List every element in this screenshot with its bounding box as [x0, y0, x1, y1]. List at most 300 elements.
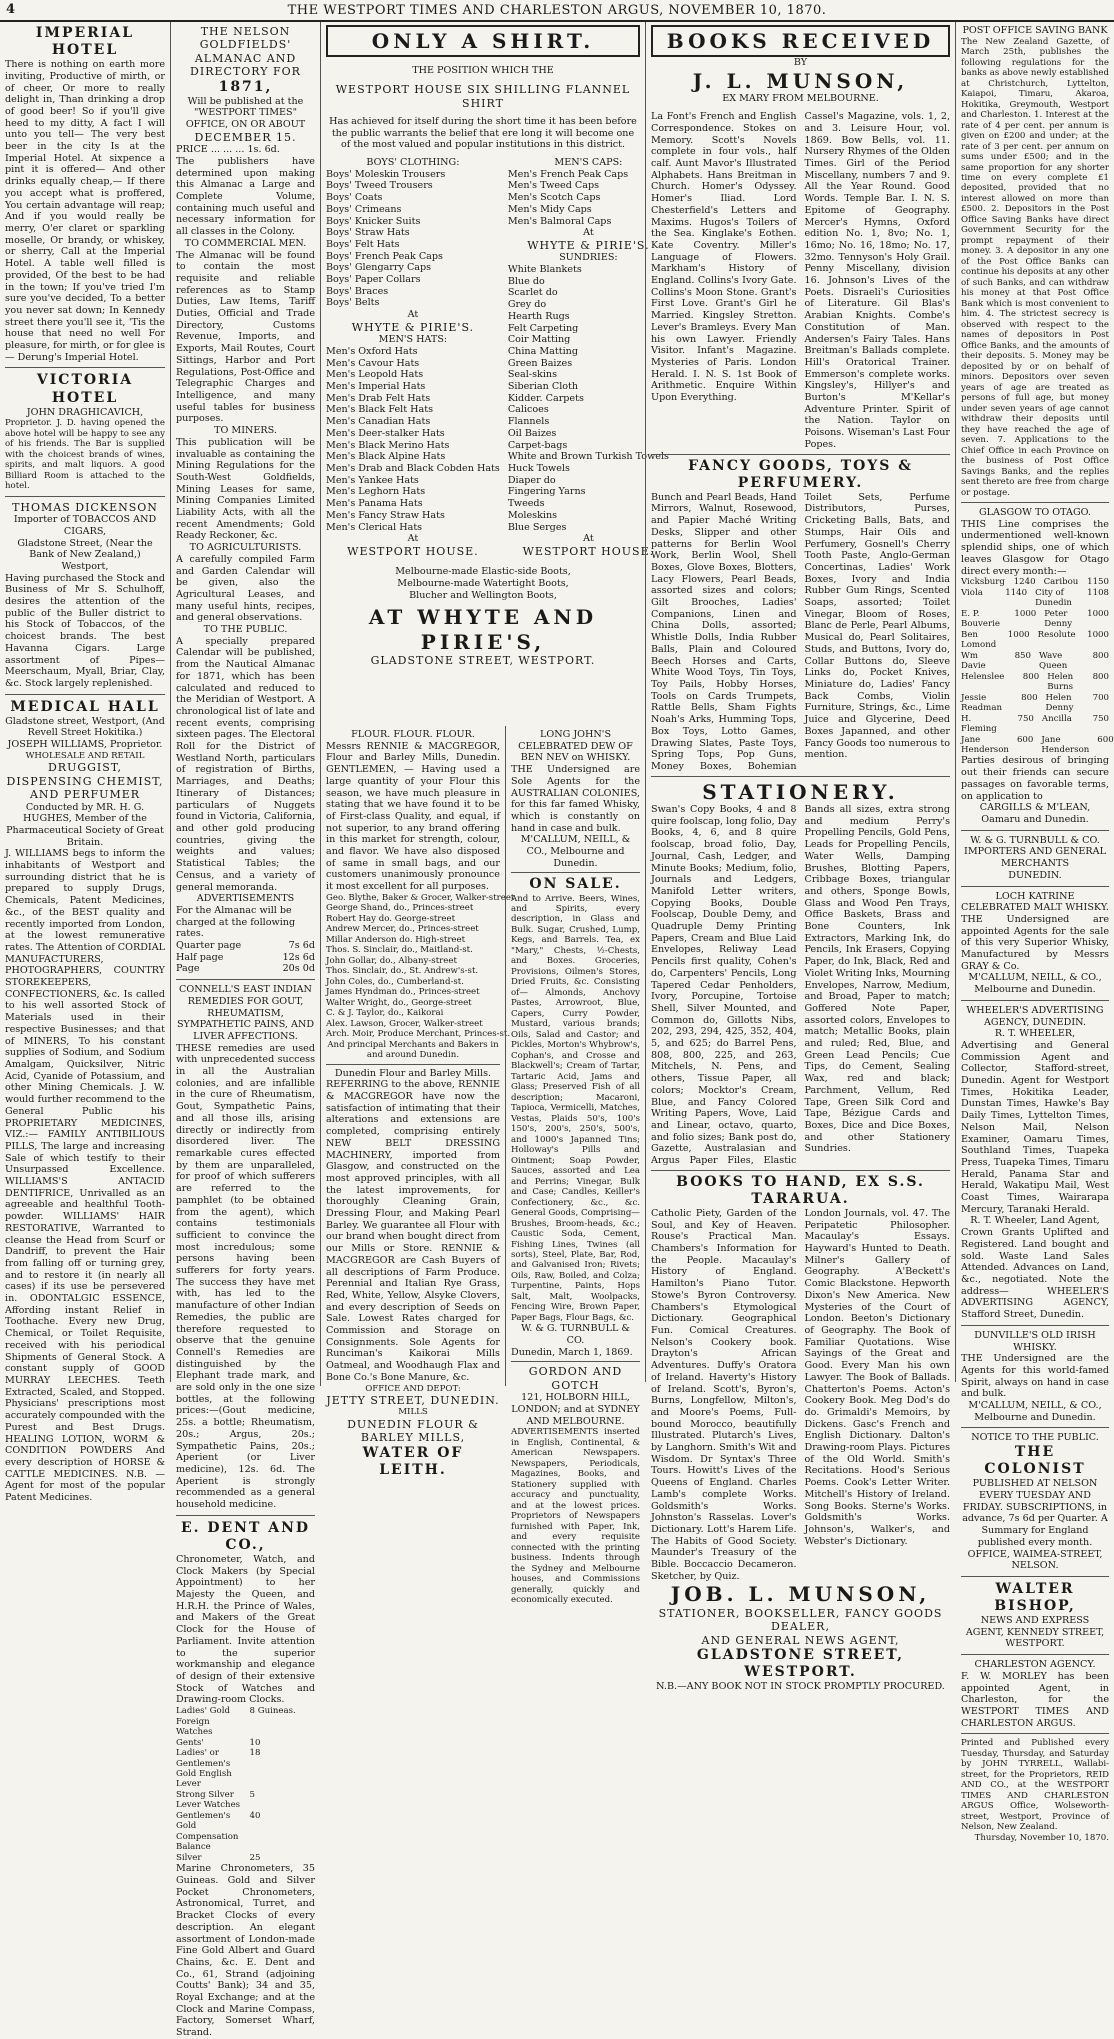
medical-hall-subtitle: WHOLESALE AND RETAIL [25, 750, 145, 761]
boys-item: Boys' Coats [326, 192, 383, 204]
wheeler-land: R. T. Wheeler, Land Agent, [970, 1215, 1100, 1227]
sundry-item: Calicoes [507, 404, 549, 416]
books-lists [651, 111, 950, 450]
at-word: At [583, 533, 594, 545]
gladstone-street: GLADSTONE STREET, WESTPORT. [370, 654, 596, 668]
sundry-item: White Blankets [507, 264, 582, 276]
sundry-item: Tweeds [507, 498, 545, 510]
boys-item: Boys' Braces [326, 285, 389, 297]
office-label: OFFICE AND DEPOT: [365, 1383, 461, 1394]
loch-katrine-ad [961, 891, 1109, 1001]
ship-cell: 750 [1017, 713, 1034, 724]
colonist-body: PUBLISHED AT NELSON EVERY TUESDAY AND FRIDAY. SUBSCRIPTIONS, in advance, 7s 6d per Quarter. A Summary for England published every month. OFFICE, WAIMEA-STREET, NELSON. [962, 1478, 1108, 1572]
imperial-hotel-poem: There is nothing on earth more inviting, Productive of mirth, or of cheer, Or more to really delight in, Than drinking a drop of good beer! So if you'll give heed to my ditty, A fact I will unto you tell— The very best beer in the city Is at the Imperial Hotel. At sixpence a pint it is offered— And other drinks equally cheap,— If there you accept what is proffered, You certain advantage will reap; And if you would really be merry, O'er claret or sparkling moselle, Or brandy, or whiskey, or sherry, Call at the Imperial Hotel. A table well filled is provided, Of the best to be had in the town; If you've tried I'm sure you've decided, To a better you never sat down; In Kennedy street there you'll see it, 'Tis the house that need no well For pleasure, for mirth, or for glee is— Derung's Imperial Hotel. [5, 59, 165, 363]
hat-item: Men's Black Merino Hats [326, 439, 450, 451]
stationery-banner: STATIONERY. [702, 779, 899, 804]
sundry-item: China Matting [507, 345, 578, 357]
rate-price: 12s 6d [282, 951, 315, 963]
price-row [176, 1811, 315, 1853]
medical-hall-body: J. WILLIAMS begs to inform the inhabitants of Westport and surrounding district that he is prepared to supply Drugs, Chemicals, Patent Medicines, &c., of the BEST quality and recently imported from London, at the lowest remunerative rates. The Attention of CORDIAL MANUFACTURERS, PHOTOGRAPHERS, COUNTRY STOREKEEPERS, CONFECTIONERS, &c. Is called to his well assorted Stock of Materials used in their respective Businesses; and that of MINERS, To his constant supplies of Sodium, and Sodium Amalgam, Quicksilver, Nitric Acid, Cyanide of Potassium, and other Mining Chemicals. J. W. would further recommend to the General Public his PROPRIETARY MEDICINES, VIZ.:— FAMILY ANTIBILIOUS PILLS, The large and increasing Sale of which testify to their Unsurpassed Excellence. WILLIAMS'S ANTACID DENTIFRICE, Unrivalled as an agreeable and healthful Tooth-powder. WILLIAMS' HAIR RESTORATIVE, Warranted to cleanse the Head from Scurf or Dandriff, to prevent the Hair from falling off or turning grey, and to restore it (in nearly all cases) if its use be persevered in. ODONTALGIC ESSENCE, Affording instant Relief in Toothache. Every new Drug, Chemical, or Toilet Requisite, received with his periodical Shipments of General Stock. A constant supply of GOOD MURRAY LEECHES. Teeth Extracted, Scaled, and Stopped. Physicians' prescriptions most accurately compounded with the Purest and Best Drugs. HEALING LOTION, WORM & CONDITION POWDERS And every description of HORSE & CATTLE MEDICINES. N.B. — Agent for most of the popular Patent Medicines. [5, 848, 166, 1504]
ship-cell: 1108 [1087, 587, 1110, 598]
sundry-item: Felt Carpeting [507, 322, 579, 334]
onsale-body: And to Arrive. Beers, Wines, and Spirits, every description, in Glass and Bulk. Sugar, Crushed, Lump, Kegs, and Barrels. Tea, ex "Mary," Chests, ½-Chests, and Boxes. Groceries, Provisions, Oilmen's Stores, Dried Fruits, &c. Consisting of— Almonds, Anchovy Pastes, Arrowroot, Blue, Capers, Curry Powder, Mustard, various brands; Oils, Salad and Castor; and Pickles, Morton's Whybrow's, Cophan's, and Crosse and Blackwell's; Cream of Tartar, Tartaric Acid, Jams and Glass; Preserved Fish of all description; Macaroni, Tapioca, Vermicelli, Matches, Vestas, Plaids 50's, 100's 150's, 200's, 250's, 500's, and 1000's Japanned Tins; Holloway's Pills and Ointment; Soap Powder, Sauces, assorted and Lea and Perrins; Vinegar, Bulk and Case; Candles, Keiller's Confectionery, &c., &c. General Goods, Comprising— Brushes, Broom-heads, &c.; Caustic Soda, Cement, Fishing Lines, Twines (all sorts), Steel, Plate, Bar, Rod, and Galvanised Iron; Rivets; Oils, Raw, Boiled, and Colza; Turpentine, Paints, Hops Salt, Malt, Woolpacks, Fencing Wire, Brown Paper, Paper Bags, Flour Bags, &c. [511, 893, 640, 1323]
almanac-ad [176, 25, 315, 980]
imprint: Printed and Published every Tuesday, Thursday, and Saturday by JOHN TYRRELL, Wallabi-street, for the Proprietors, REID AND CO., at the WESTPORT TIMES AND CHARLESTON ARGUS Office, Wolseworth-street, Westport, Province of Nelson, New Zealand. [961, 1738, 1109, 1833]
column-5 [955, 22, 1114, 1843]
ship-row [961, 630, 1109, 651]
hat-item: Men's Leopold Hats [326, 369, 424, 381]
hat-item: Men's Imperial Hats [326, 381, 426, 393]
ship-cell: City of Dunedin [1035, 587, 1072, 609]
ship-cell: 1000 [1007, 629, 1030, 640]
tararua-right: London Journals, vol. 47. The Peripatetic Philosopher. Macaulay's Essays. Hayward's Hunted to Death. Milner's Gallery of Geography. A'Beckett's Comic Blackstone. Hepworth Dixon's New America. New Mysteries of the Court of London. Beeton's Dictionary of Geography. The Book of Familiar Quotations. Wise Sayings of the Great and Good. Every Man his own Lawyer. The Book of Ballads. Chatterton's Poems. Acton's Cookery Book. Meg Dod's do do. Grimaldi's Memoirs, by Dickens. Gasc's French and English Dictionary. Dalton's Drawing-room Plays. Pictures of the Old World. Smith's Recitations. Hood's Serious Poems. Cook's Letter Writer. Mitchell's History of Ireland. Song Books. Sterne's Works. Goldsmith's Works. Johnson's, Walker's, and Webster's Dictionary. [804, 1207, 950, 1547]
colonist-title: THE COLONIST [984, 1444, 1086, 1478]
medical-hall-owner: JOSEPH WILLIAMS, Proprietor. [7, 739, 163, 751]
price-value: 8 Guineas. [249, 1706, 296, 1717]
almanac-title: THE NELSON GOLDFIELDS' ALMANAC AND DIRECTORY FOR [190, 25, 301, 79]
mills-name: DUNEDIN FLOUR & BARLEY MILLS, [347, 1417, 479, 1445]
sundry-item: Diaper do [507, 474, 556, 486]
ship-row [961, 734, 1114, 756]
ship-cell: Jane Henderson [961, 734, 1009, 755]
wg-sub: IMPORTERS AND GENERAL MERCHANTS [964, 846, 1106, 870]
tararua-left: Catholic Piety, Garden of the Soul, and Key of Heaven. Rouse's Practical Man. Chambers's Information for the People. Macaulay's History of England. Hamilton's Piano Tutor. Stowe's Byron Controversy. Chambers's Etymological Dictionary. Geographical Fun. Comical Creatures. Nelson's Cookery book. Drayton's African Adventures. Duffy's Oratora of Ireland. Haverty's History of Ireland. Scott's, Byron's, Burns, Longfellow, Milton's, and Moore's Poems, Full-bound Morocco, beautifully Illustrated. Plutarch's Lives, by Langhorn. Smith's Wit and Wisdom. Dr Syntax's Three Tours. Howitt's Lives of the Queens of England. Charles Lamb's complete Works. Goldsmith's Works. Johnston's Rasselas. Lover's Dictionary. Lott's Harem Life. The Habits of Good Society. Maunder's Treasury of the Bible. Boccaccio Decameron. Sketcher, by Quiz. [651, 1207, 797, 1582]
hat-item: Men's Yankee Hats [326, 474, 419, 486]
sundry-item: Scarlet do [507, 287, 558, 299]
ship-cell: 800 [1092, 650, 1109, 661]
boys-item: Boys' Straw Hats [326, 227, 410, 239]
advertisements-title: ADVERTISEMENTS [196, 893, 295, 905]
price-label: Ladies' Gold Foreign Watches [176, 1706, 230, 1738]
ship-cell: 800 [1022, 671, 1040, 682]
ship-cell: H. Fleming [961, 713, 997, 735]
loch-firm: M'CALLUM, NEILL, & CO., Melbourne and Dunedin. [968, 972, 1102, 996]
ship-cell: Resolute [1037, 629, 1076, 640]
mills-title: Dunedin Flour and Barley Mills. [334, 1067, 492, 1079]
price-value: 40 [249, 1810, 261, 1821]
agriculturists-title: TO AGRICULTURISTS. [189, 542, 302, 554]
gordon-title: GORDON AND GOTCH [528, 1365, 623, 1392]
books-right: Cassel's Magazine, vols. 1, 2, and 3. Leisure Hour, vol. 1869. Bow Bells, vol. 11. Nursery Rhymes of the Olden Times. Girl of the Period Miscellany, numbers 7 and 9. All the Year Round. Good Words. Temple Bar. I. N. S. Epitome of Geography. Mercer's Hymns, Oxford edition No. 1, 8vo; No. 1, 16mo; No. 16, 18mo; No. 17, 32mo. Tennyson's Holy Grail. Penny Miscellany, division 16. Johnson's Lives of the Poets. Disraeli's Curiosities of Literature. Gil Blas's Arabian Knights. Combe's Constitution of Man. Andersen's Fairy Tales. Hans Breitman's Ballads complete. Hill's Oratorical Trainer. Emmerson's complete works. Kingsley's, Hillyer's and Burton's M'Kellar's Adventure Printer. Spirit of the Nation. Taylor on Poisons. Wiseman's Last Four Popes. [804, 111, 950, 450]
gordon-body: ADVERTISEMENTS inserted in English, Continental, & American Newspapers. Newspapers, Periodicals, Magazines, Books, and Stationery supplied with accuracy and punctuality, and at the lowest prices. Proprietors of Newspapers furnished with Paper, Ink, and every requisite connected with the printing business. Indents through the Sydney and Melbourne houses, and Commissions generally, quickly and economically executed. [511, 1427, 640, 1606]
boys-item: Boys' Paper Collars [326, 274, 421, 286]
price-row [176, 1748, 315, 1790]
medical-hall-trade: DRUGGIST, DISPENSING CHEMIST, AND PERFUMER [6, 761, 164, 802]
newspaper-title: THE WESTPORT TIMES AND CHARLESTON ARGUS, NOVEMBER 10, 1870. [287, 2, 827, 18]
boys-item: Boys' French Peak Caps [326, 250, 443, 262]
sundry-item: Grey do [507, 299, 547, 311]
pobank-title: POST OFFICE SAVING BANK [962, 25, 1108, 36]
ship-cell: Helenslee [961, 671, 1005, 682]
store-name-a: WHYTE & PIRIE'S. [527, 238, 650, 252]
hat-item: Men's Deer-stalker Hats [326, 427, 445, 439]
wg-title: W. & G. TURNBULL & CO. [970, 834, 1100, 846]
cap-item: Men's Balmoral Caps [507, 215, 612, 227]
sundry-item: Kidder. Carpets [507, 392, 584, 404]
price-label: Gents' [176, 1737, 204, 1748]
sundry-item: Siberian Cloth [507, 381, 579, 393]
longjohn-title: LONG JOHN'S CELEBRATED DEW OF BEN NEV on WHISKY. [518, 729, 633, 764]
munson-name: J. L. MUNSON, [692, 69, 909, 94]
books-received-banner: BOOKS RECEIVED [651, 25, 950, 57]
victoria-hotel-body: Proprietor. J. D. having opened the above hotel will be happy to see any of his friends. The Bar is supplied with the choicest brands of wines, spirits, and malt liquors. A good Billiard Room is attached to the hotel. [5, 418, 165, 492]
glasgow-title: GLASGOW TO OTAGO. [979, 507, 1091, 519]
agriculturists-body: A carefully compiled Farm and Garden Calendar will be given, also the Agricultural Leases, and many useful hints, recipes, and general observations. [176, 553, 315, 624]
charleston-ad [961, 1659, 1109, 1734]
price-label: Ladies' or Gentlemen's Gold English Lever [176, 1748, 232, 1790]
medical-hall-address: Gladstone street, Westport, (And Revell Street Hokitika.) [5, 715, 165, 739]
sundry-item: Blue Serges [507, 521, 567, 533]
ship-cell: Peter Denny [1044, 608, 1073, 630]
ship-cell: Jessie Readman [961, 692, 1002, 714]
loch-body: THE Undersigned are appointed Agents for the sale of this very Superior Whisky, Manufactured by Messrs GRAY & Co. [961, 913, 1109, 972]
munson-nb: N.B.—ANY BOOK NOT IN STOCK PROMPTLY PROCURED. [656, 1681, 945, 1693]
cap-item: Men's Midy Caps [507, 203, 592, 215]
sundry-item: Oil Baizes [507, 427, 557, 439]
at-word: At [583, 227, 594, 239]
munson-big: JOB. L. MUNSON, [670, 1582, 931, 1607]
price-label: Silver [176, 1852, 202, 1863]
hat-item: Men's Cavour Hats [326, 357, 420, 369]
shirt-headline: WESTPORT HOUSE SIX SHILLING FLANNEL SHIRT [335, 83, 631, 110]
ship-cell: 700 [1092, 692, 1110, 703]
ship-cell: 600 [1016, 734, 1034, 745]
only-a-shirt-banner: ONLY A SHIRT. [326, 25, 640, 57]
signer-item: Thos. S. Sinclair, do., Maitland-st. [326, 945, 473, 956]
dunville-body: THE Undersigned are the Agents for this world-famed Spirit, always on hand in case and bulk. [961, 1353, 1109, 1400]
almanac-body: The publishers have determined upon making this Almanac a Large and Complete Volume, containing much useful and necessary information for all classes in the Colony. [176, 155, 315, 238]
commercial-body: The Almanac will be found to contain the most requisite and reliable references as to Stamp Duties, Law Items, Tariff Duties, Official and Trade Directory, Customs Revenue, Imports, and Exports, Mail Routes, Court Sittings, Harbor and Port Regulations, Post-Office and Telegraphic Charges and Intelligence, and many useful tables for business purposes. [176, 249, 315, 425]
price-row [176, 1790, 315, 1811]
hat-item: Men's Canadian Hats [326, 416, 431, 428]
ship-cell: Helen Denny [1045, 692, 1074, 714]
cap-item: Men's Scotch Caps [507, 192, 601, 204]
cap-item: Men's Tweed Caps [507, 180, 600, 192]
left-list [326, 157, 500, 558]
store-name-a: WHYTE & PIRIE'S. [351, 320, 475, 334]
turnbull-date: Dunedin, March 1, 1869. [511, 1346, 633, 1358]
hat-item: Men's Clerical Hats [326, 521, 423, 533]
dunville-ad [961, 1330, 1109, 1429]
gordon-address: 121, HOLBORN HILL, LONDON; and at SYDNEY AND MELBOURNE. [511, 1392, 640, 1427]
store-name-b: WESTPORT HOUSE. [522, 544, 655, 558]
sundry-item: White and Brown Turkish Towels [507, 451, 669, 463]
boys-item: Boys' Belts [326, 297, 380, 309]
signer-item: Alex. Lawson, Grocer, Walker-street [326, 1018, 483, 1029]
glasgow-footer: Parties desirous of bringing out their friends can secure passages on favorable terms, on application to [961, 755, 1109, 802]
loch-title: LOCH KATRINE CELEBRATED MALT WHISKY. [961, 890, 1109, 914]
ship-cell: 1000 [1014, 608, 1037, 619]
ship-cell: 850 [1014, 650, 1031, 661]
ship-row [961, 672, 1109, 693]
medical-hall-ad [5, 699, 165, 1504]
price-row [176, 1853, 315, 1863]
signer-item: John Coles, do., Cumberland-st. [326, 976, 464, 987]
ship-cell: Wm Davie [961, 650, 986, 672]
position-line: THE POSITION WHICH THE [412, 65, 554, 77]
price-row [176, 1738, 315, 1748]
hat-item: Men's Black Felt Hats [326, 404, 434, 416]
ship-row [961, 609, 1109, 630]
sundry-item: Huck Towels [507, 463, 570, 474]
column-3-bottom-left [320, 726, 515, 1478]
boots-line: Melbourne-made Watertight Boots, [397, 578, 569, 590]
ship-cell: Wave Queen [1039, 650, 1068, 672]
column-1 [0, 22, 170, 1504]
signer-item: James Hyndman do., Princes-street [326, 987, 480, 998]
dent-body: Chronometer, Watch, and Clock Makers (by Special Appointment) to her Majesty the Queen, and H.R.H. the Prince of Wales, and Makers of the Great Clock for the House of Parliament. Invite attention to the superior workmanship and elegance of design of their extensive Stock of Watches and Drawing-room Clocks. [176, 1553, 315, 1706]
signer-item: Walter Wright, do., George-street [326, 997, 472, 1008]
dent-title: E. DENT AND CO., [180, 1519, 311, 1553]
ship-row [961, 651, 1109, 672]
rate-row [176, 940, 315, 952]
signer-item: Robert Hay do. George-street [326, 913, 456, 924]
public-body: A specially prepared Calendar will be published, from the Nautical Almanac for 1871, which has been calculated and reduced to the Meridian of Westport. A chronological list of late and recent events, comprising sixteen pages. The Electoral Roll for the District of Westland North, particulars of registration of Births, Marriages, and Deaths; Itinerary of Distances; particulars of Nuggets found in Victoria, California, and other gold producing countries, giving the weights and values; Statistical Tables; the Census, and a variety of general memoranda. [176, 635, 315, 893]
wheeler-land-body: Crown Grants Uplifted and Registered. Land bought and sold. Waste Land Sales Attended. Advances on Land, &c., negotiated. Note the address— WHEELER'S ADVERTISING AGENCY, Stafford Street, Dunedin. [961, 1227, 1109, 1321]
column-3-bottom-right [505, 726, 645, 1606]
hat-item: Men's Drab Felt Hats [326, 392, 431, 404]
signer-item: C. & J. Taylor, do., Kaikorai [326, 1008, 444, 1019]
rate-label: Page [176, 963, 200, 975]
boys-list [326, 169, 500, 309]
colonist-ad [961, 1432, 1109, 1576]
dickenson-subtitle: Importer of TOBACCOS AND CIGARS, [13, 514, 157, 537]
mens-caps-title: MEN'S CAPS: [554, 157, 623, 169]
dickenson-body: Having purchased the Stock and Business of Mr S. Schulhoff, desires the attention of the public of the Buller district to his Stock of Tobaccos, of the choicest brands. The best Havanna Cigars. Large assortment of Pipes—Meerschaum, Myall, Briar, Clay, &c. Stock largely replenished. [5, 572, 165, 689]
wheeler-name: R. T. WHEELER, [994, 1028, 1076, 1040]
ship-cell: 800 [1021, 692, 1038, 703]
clothing-lists [326, 157, 669, 558]
public-title: TO THE PUBLIC. [203, 624, 288, 636]
dickenson-title: THOMAS DICKENSON [12, 500, 158, 514]
boys-item: Boys' Knicker Suits [326, 215, 421, 227]
wheeler-body: Advertising and General Commission Agent and Collector, Stafford-street, Dunedin. Agent for Westport Times, Hokitika Leader, Dunstan Times, Hawke's Bay Daily Times, Lyttelton Times, Nelson Mail, Nelson Examiner, Oamaru Times, Southland Times, Tuapeka Press, Tuapeka Times, Timaru Herald, Panama Star and Herald, Wakatipu Mail, West Coast Times, Wairarapa Mercury, Taranaki Herald. [961, 1039, 1109, 1215]
mens-hats-title: MEN'S HATS: [378, 334, 448, 346]
price-label: Gentlemen's Gold Compensation Balance [176, 1810, 239, 1853]
ship-cell: Helen Burns [1047, 671, 1074, 693]
price-value: 18 [249, 1748, 261, 1759]
connell-body: THESE remedies are used with unprecedented success in all the Australian colonies, and are infallible in the cure of Rheumatism, Gout, Sympathetic Pains, and all those ills, arising directly or indirectly from disordered liver. The remarkable cures effected by them are unparalleled, for proof of which sufferers are referred to the pamphlet (to be obtained from the agent), which contains testimonials sufficient to convince the most incredulous; some persons having been sufferers for forty years. The success they have met with, has led to the manufacture of other Indian Remedies, the public are therefore requested to observe that the genuine Connell's Remedies are distinguished by the Elephant trade mark, and are sold only in the one size bottles, at the following prices:—(Gout medicine, 25s. a bottle; Rheumatism, 20s.; Argus, 20s.; Sympathetic Pains, 20s.; Aperient (or Liver medicine), 12s. 6d. The Aperient is strongly recommended as a general household medicine. [176, 1042, 315, 1511]
bishop-body: NEWS AND EXPRESS AGENT, KENNEDY STREET, WESTPORT. [965, 1615, 1105, 1650]
sundry-item: Hearth Rugs [507, 310, 570, 322]
ship-cell: Viola [961, 587, 983, 598]
rate-label: Quarter page [176, 940, 242, 952]
victoria-hotel-title: VICTORIA HOTEL [36, 372, 134, 406]
victoria-hotel-owner: JOHN DRAGHICAVICH, [26, 406, 144, 418]
price-value: 5 [249, 1789, 255, 1800]
dunville-title: DUNVILLE'S OLD IRISH WHISKY. [974, 1329, 1096, 1353]
bishop-title: WALTER BISHOP, [994, 1580, 1076, 1614]
pobank-body: The New Zealand Gazette, of March 25th, publishes the following regulations for the banks as above newly established at Christchurch, Lyttelton, Kaiapoi, Timaru, Akaroa, Hokitika, Greymouth, Westport and Charleston. 1. Interest at the rate of 4 per cent. per annum is given on £200 and under; at the rate of 3 per cent. per annum on sums under £500; and in the same proportion for any shorter time on every complete £1 deposited, provided that no interest allowed on more than £500. 2. Depositors in the Post Office Saving Banks have direct Government Security for the prompt repayment of their money. 3. A depositor in any one of the Post Office Banks can continue his deposits at any other of such Banks, and can withdraw his money at that Post Office Bank which is most convenient to him. 4. The strictest secrecy is observed with respect to the names of depositors in Post Office Banks, and the amounts of their deposits. 5. Money may be deposited by or on behalf of minors. Depositors over seven years of age are treated as persons of full age, but money under seven years of age cannot withdraw their deposits until they have reached the age of seven. 7. Applications to the Chief Office in each Province on the business of Post Office Savings Banks, and the replies sent thereto are free from charge or postage. [961, 36, 1109, 498]
almanac-date: DECEMBER 15. [194, 130, 297, 144]
signer-item: George Shand, do., Princes-street [326, 903, 474, 914]
page-number: 4 [6, 2, 16, 17]
hat-item: Men's Fancy Straw Hats [326, 509, 445, 521]
ship-cell: 1150 [1087, 577, 1109, 588]
tararua-lists [651, 1208, 950, 1583]
flour-signers [326, 892, 515, 1040]
sundry-item: Fingering Yarns [507, 486, 586, 498]
fancy-goods-body: Bunch and Pearl Beads, Hand Mirrors, Walnut, Rosewood, and Papier Maché Writing Desks, Slipper and other patterns for Berlin Wool Work, Berlin Wool, Shell Boxes, Glove Boxes, Blotters, Lacy Flowers, Pearl Beads, assorted sizes and colors; Gilt Brooches, Ladies' Companions, Linen and China Dolls, assorted; Whistle Dolls, India Rubber Balls, Plain and Coloured Beech Horses and Carts, White Wood Toys, Tin Toys, Toy Pails, Hobby Horses, Tools on Cards Trumpets, Rattle Bells, Sham Fights Noah's Arks, Humming Tops, Box Toys, Lotto Games, Drawing Slates, Paste Toys, Spring Tops, Pop Guns, Money Boxes, Bohemian Toilet Sets, Perfume Distributors, Purses, Cricketing Balls, Bats, and Stumps, Hair Oils and Perfumery, Gosnell's Cherry Tooth Paste, Anglo-German Concertinas, Ladies' Work Boxes, Ivory and India Rubber Gum Rings, Scented Soaps, assorted; Toilet Vinegar, Bloom of Roses, Blanc de Perle, Pearl Albums, Musical do, Pearl Solitaires, Studs, and Buttons, Ivory do, Collar Buttons do, Sleeve Links do, Pocket Knives, Miniature do, Ladies' Fancy Back Combs, Violin Furniture, Strings, &c., Lime Juice and Glycerine, Deed Boxes Japanned, and other Fancy Goods too numerous to mention. [651, 491, 950, 772]
miners-title: TO MINERS. [214, 425, 277, 437]
ship-cell: 600 [1097, 734, 1114, 745]
ship-cell: 800 [1092, 671, 1109, 682]
boys-item: Boys' Glengarry Caps [326, 262, 432, 274]
connell-ad [176, 984, 315, 1516]
hat-item: Men's Panama Hats [326, 498, 423, 510]
imperial-hotel-ad [5, 25, 165, 368]
turnbull-ad [961, 835, 1109, 887]
flour-title: FLOUR. FLOUR. FLOUR. [351, 729, 475, 740]
ships-table [961, 577, 1114, 755]
wheeler-title: WHEELER'S ADVERTISING AGENCY, DUNEDIN. [966, 1004, 1104, 1028]
onsale-title: ON SALE. [529, 876, 622, 893]
dickenson-ad [5, 501, 165, 695]
boys-item: Boys' Crimeans [326, 203, 402, 215]
ship-row [961, 577, 1109, 587]
pobank-ad [961, 25, 1109, 503]
victoria-hotel-ad [5, 372, 165, 496]
munson-trade: STATIONER, BOOKSELLER, FANCY GOODS DEALER, [658, 1606, 943, 1634]
ship-cell: Ancilla [1041, 713, 1072, 724]
rates-list [176, 940, 315, 975]
hat-item: Men's Leghorn Hats [326, 486, 426, 498]
at-word: At [407, 533, 419, 545]
boys-item: Boys' Felt Hats [326, 238, 400, 250]
longjohn-firm: M'CALLUM, NEILL, & CO., Melbourne and Dunedin. [520, 834, 631, 869]
sundry-item: Flannels [507, 416, 550, 428]
ship-cell: 1000 [1087, 629, 1109, 640]
boys-item: Boys' Moleskin Trousers [326, 168, 446, 180]
dunville-firm: M'CALLUM, NEILL, & CO., Melbourne and Dunedin. [968, 1400, 1102, 1423]
ship-cell: 750 [1092, 713, 1110, 724]
water-of-leith: WATER OF LEITH. [362, 1444, 464, 1478]
sundry-item: Green Baizes [507, 357, 573, 369]
ship-cell: 1140 [1005, 587, 1028, 598]
notice-title: NOTICE TO THE PUBLIC. [971, 1432, 1099, 1444]
signer-item: Geo. Blythe, Baker & Grocer, Walker-street [326, 892, 515, 903]
dent-prices [176, 1706, 315, 1863]
books-left: La Font's French and English Correspondence. Stokes on Memory. Scott's Novels complete in four vols., half calf. Aunt Mavor's Illustrated Alphabets. Hans Breitman in Church. Homer's Odyssey. Homer's Iliad. Lord Chesterfield's Letters and Maxims. Hugos's Toilers of the Sea. Kinglake's Eothen. Kate Coventry. Miller's Language of Flowers. Markham's History of England. Collins's Ivory Gate. Collins's Moon Stone. Grant's First Love. Grant's Girl he Married. Kingsley Stretton. Lever's Bramleys. Every Man his own Lawyer. Friendly Visitor. Infant's Magazine. Mysteries of Paris. London Herald. I. N. S. 1st Book of Arithmetic. Enquire Within Upon Everything. [651, 111, 797, 404]
dickenson-address: Gladstone Street, (Near the Bank of New Zealand,) Westport, [17, 537, 153, 572]
store-name-b: WESTPORT HOUSE. [347, 544, 479, 558]
imprint-date: Thursday, November 10, 1870. [974, 1832, 1109, 1843]
column-3-top [320, 22, 669, 726]
ship-row [961, 714, 1109, 735]
signer-item: John Gollar, do., Albany-street [326, 955, 457, 966]
tararua-banner: BOOKS TO HAND, EX S.S. TARARUA. [676, 1173, 925, 1207]
whyte-pirie-big: AT WHYTE AND PIRIE'S, [368, 605, 598, 654]
boots-line: Blucher and Wellington Boots, [409, 589, 557, 601]
at-word: At [407, 309, 419, 321]
munson-street: GLADSTONE STREET, WESTPORT. [696, 1647, 905, 1681]
by-label: BY [793, 57, 808, 69]
masthead [0, 0, 1114, 22]
boys-item: Boys' Tweed Trousers [326, 180, 433, 192]
ship-cell: E. P. Bouverie [961, 608, 1000, 630]
rate-label: Half page [176, 951, 224, 963]
hat-item: Men's Oxford Hats [326, 345, 418, 357]
column-2 [170, 22, 320, 2039]
price-value: 10 [249, 1737, 261, 1748]
ship-row [961, 588, 1109, 609]
miners-body: This publication will be invaluable as containing the Mining Regulations for the South-West Goldfields, Mining Leases for same, Mining Companies Limited Liability Acts, with all the recent Amendments; Gold Ready Reckoner, &c. [176, 436, 315, 542]
glasgow-body: THIS Line comprises the undermentioned well-known splendid ships, one of which leaves Glasgow for Otago direct every month:— [961, 518, 1109, 577]
munson-agent: AND GENERAL NEWS AGENT, [701, 1633, 900, 1647]
advertisements-intro: For the Almanac will be charged at the following rates. [176, 904, 296, 940]
boots-line: Melbourne-made Elastic-side Boots, [395, 566, 571, 578]
glasgow-ad [961, 507, 1114, 831]
almanac-year: 1871, [218, 78, 273, 95]
wg-city: DUNEDIN. [1008, 869, 1062, 881]
price-label: Strong Silver Lever Watches [176, 1789, 241, 1811]
wheeler-ad [961, 1005, 1109, 1326]
sundry-item: Carpet-bags [507, 439, 568, 451]
signer-item: Andrew Mercer, do., Princes-street [326, 924, 479, 935]
bishop-ad [961, 1581, 1109, 1655]
mens-hats-list [326, 346, 500, 533]
signer-item: Arch. Moir, Produce Merchant, Princes-st. [326, 1029, 511, 1040]
flour-body: Messrs RENNIE & MACGREGOR, Flour and Barley Mills, Dunedin. GENTLEMEN, — Having used a large quantity of your Flour this season, we have much pleasure in stating that we have found it to be of First-class Quality, and equal, if not superior, to any brand offering in this market for strength, colour, and flavor. We have also disposed of same in small bags, and our customers unanimously pronounce it most excellent for all purposes. [326, 740, 500, 893]
signer-item: Millar Anderson do. High-street [326, 934, 466, 945]
rate-row [176, 952, 315, 964]
signer-item: Thos. Sinclair, do., St. Andrew's-st. [326, 966, 479, 977]
ex-mary: EX MARY FROM MELBOURNE. [722, 93, 879, 105]
price-value: 25 [249, 1852, 261, 1863]
price-row [176, 1706, 315, 1737]
jetty-street: JETTY STREET, DUNEDIN. [326, 1394, 500, 1408]
ship-cell: Caribou [1043, 577, 1079, 588]
sundry-item: Moleskins [507, 509, 558, 521]
almanac-publication: Will be published at the "WESTPORT TIMES" OFFICE, ON OR ABOUT [185, 95, 306, 131]
charleston-title: CHARLESTON AGENCY. [974, 1659, 1096, 1671]
ship-cell: Ben Lomond [961, 629, 997, 651]
commercial-title: TO COMMERCIAL MEN. [184, 237, 307, 249]
cap-item: Men's French Peak Caps [507, 168, 629, 180]
sundries-title: SUNDRIES: [559, 252, 618, 264]
fancy-goods-banner: FANCY GOODS, TOYS & PERFUMERY. [688, 457, 913, 491]
ship-cell: 1240 [1013, 577, 1036, 588]
hat-item: Men's Black Alpine Hats [326, 451, 446, 463]
turnbull-name: W. & G. TURNBULL & CO. [521, 1323, 630, 1347]
mills-body: REFERRING to the above, RENNIE & MACGREGOR have now the satisfaction of intimating that their alterations and extensions are completed, comprising entirely NEW BELT DRESSING MACHINERY, imported from Glasgow, and constructed on the most approved principles, with all the latest improvements, for thoroughly Cleaning Grain, Dressing Flour, and Making Pearl Barley. We guarantee all Flour with our brand when bought direct from our Mills or Store. RENNIE & MACGREGOR are Cash Buyers of all descriptions of Farm Produce. Perennial and Italian Rye Grass, Red, White, Yellow, Alsyke Clovers, and every description of Seeds on Sale. Lowest Rates charged for Commission and Storage on Consignments. Sole Agents for Runciman's Kaikorai Mills Oatmeal, and Woodhaugh Flax and Bone Co.'s Bone Manure, &c. [326, 1079, 500, 1383]
ship-cell: Vicksburg [961, 577, 1005, 588]
sundry-item: Seal-skins [507, 369, 557, 381]
imperial-hotel-title: IMPERIAL HOTEL [35, 25, 135, 59]
hat-item: Men's Drab and Black Cobden Hats [326, 463, 500, 474]
medical-hall-title: MEDICAL HALL [10, 698, 160, 715]
rate-row [176, 963, 315, 975]
connell-title: CONNELL'S EAST INDIAN REMEDIES FOR GOUT, RHEUMATISM, SYMPATHETIC PAINS, AND LIVER AFFECTIONS. [176, 984, 315, 1042]
shirt-intro: Has achieved for itself during the short time it has been before the public warrants the belief that ere long it will become one of the most valued and popular institutions in this district. [329, 115, 637, 151]
almanac-price: PRICE ... ... ... 1s. 6d. [176, 144, 280, 156]
ship-cell: Jane Henderson [1041, 734, 1090, 755]
sundry-item: Blue do [507, 275, 545, 287]
rate-price: 7s 6d [288, 940, 315, 952]
boys-title: BOYS' CLOTHING: [366, 157, 460, 169]
ship-row [961, 693, 1109, 714]
sundry-item: Coir Matting [507, 334, 571, 346]
medical-hall-conducted: Conducted by MR. H. G. HUGHES, Member of the Pharmaceutical Society of Great Britain. [6, 801, 164, 848]
mills-head: MILLS [398, 1407, 428, 1418]
charleston-body: F. W. MORLEY has been appointed Agent, in Charleston, for the WESTPORT TIMES AND CHARLESTON ARGUS. [961, 1670, 1109, 1729]
dent-footer: Marine Chronometers, 35 Guineas. Gold and Silver Pocket Chronometers, Astronomical, Turret, and Bracket Clocks of every description. An elegant assortment of London-made Fine Gold Albert and Guard Chains, &c. E. Dent and Co., 61, Strand (adjoining Coutts' Bank); 34 and 35, Royal Exchange; and at the Clock and Marine Compass, Factory, Somerset Wharf, Strand. [176, 1863, 315, 2039]
stationery-body: Swan's Copy Books, 4 and 8 quire foolscap, long folio, Day Books, 4, 6, and 8 quire foolscap, broad folio, Day, Journal, Cash, Ledger, and Minute Books; Medium, folio, Journals and Ledgers, Manifold Letter writers, Copying Books, Double Foolscap, Double Demy, and Quadruple Demy Printing Papers, Cream and Blue Laid Envelopes, Reliway Lead Pencils first quality, Cohen's do, Carpenters' Pencils, Long Tapered Cedar Penholders, Ivory, Porcupine, Tortoise Shell, Silver Mounted, and Common do, Gillotts Nibs, 202, 293, 294, 425, 352, 404, 5, and 625; do Barrel Pens, 808, 800, 225, and 263, Mitchels, N. Pens, and others, Tissue Paper, all colors; Mocktor's Cream, Blue, and Fancy Colored Writing Papers, Wove, Laid and Linear, octavo, quarto, and folio sizes; Bank post do, Gazette, Australasian and Argus Paper Files, Elastic Bands all sizes, extra strong and medium Perry's Propelling Pencils, Gold Pens, Leads for Propelling Pencils, Water Wells, Damping Brushes, Blotting Papers, Cribbage Boxes, triangular and others, Sponge Bowls, Glass and Wood Pen Trays, Office Baskets, Brass and Bone Counters, Ink Extractors, Marking Ink, do Pencils, Ink Erasers, Copying Paper, do Ink, Black, Red and Violet Writing Inks, Mourning Envelopes, Narrow, Medium, and Broad, Paper to match; Goffered Note Paper, assorted colors, Envelopes to match; Metallic Books, plain and ruled; Red, Blue, and Green Lead Pencils; Cue Tips, do Cement, Sealing Wax, red and black; Parchment, Vellum, Red Tape, Green Silk Cord and Tape, Bézigue Cards and Boxes, Dice and Dice Boxes, and other Stationery Sundries. [651, 804, 950, 1167]
flour-bakers: And principal Merchants and Bakers in and around Dunedin. [327, 1039, 499, 1061]
rate-price: 20s 0d [282, 963, 315, 975]
longjohn-body: THE Undersigned are Sole Agents for the AUSTRALIAN COLONIES, for this far famed Whisky, which is constantly on hand in case and bulk. [511, 764, 640, 834]
ship-cell: 1000 [1087, 608, 1109, 619]
